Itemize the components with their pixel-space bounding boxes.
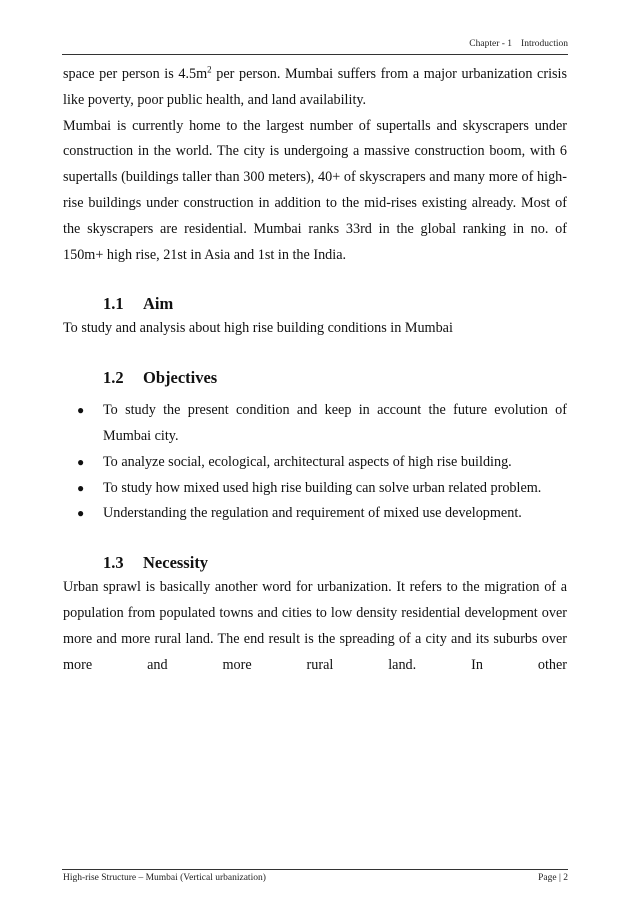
footer-page-number: Page | 2	[538, 873, 568, 883]
list-item	[63, 450, 567, 476]
list-item	[63, 476, 567, 502]
bullet-icon: ●	[77, 403, 85, 418]
objectives-list	[63, 398, 567, 527]
header-title: Introduction	[521, 39, 568, 49]
list-item-text: To study how mixed used high rise building can solve urban related problem.	[103, 479, 542, 496]
footer-document-title: High-rise Structure – Mumbai (Vertical urbanization)	[63, 873, 266, 883]
section-title: Aim	[143, 294, 174, 314]
paragraph-text: space per person is 4.5m	[63, 66, 208, 82]
list-item-text: Understanding the regulation and requirement of mixed use development.	[103, 505, 522, 522]
bullet-icon: ●	[77, 454, 85, 469]
section-heading-objectives	[103, 366, 567, 390]
section-heading-aim	[103, 292, 567, 316]
section-title: Necessity	[143, 553, 209, 573]
section-number: 1.1	[103, 294, 124, 314]
list-item-text: To study the present condition and keep in account the future evolution of Mumbai city.	[103, 402, 567, 444]
section-number: 1.2	[103, 368, 124, 388]
header-chapter: Chapter - 1	[469, 39, 513, 49]
list-item	[63, 501, 567, 527]
bullet-icon: ●	[77, 506, 85, 521]
superscript: 2	[207, 64, 212, 75]
paragraph-text: per person. Mumbai suffers from a major urbanization crisis like poverty, poor public health, and land availability.	[63, 66, 567, 108]
bullet-icon: ●	[77, 480, 85, 495]
page-body	[63, 62, 567, 678]
footer-rule	[62, 869, 568, 870]
paragraph-urbanization	[63, 62, 567, 114]
paragraph-aim: To study and analysis about high rise building conditions in Mumbai	[63, 320, 453, 337]
section-number: 1.3	[103, 553, 124, 573]
section-title: Objectives	[143, 368, 218, 388]
paragraph-necessity: Urban sprawl is basically another word for urbanization. It refers to the migration of a population from populated towns and cities to low density residential development over more and more rural land. The end result is the spreading of a city and its suburbs over more and more rural land. In other	[63, 579, 567, 673]
page-header	[469, 39, 568, 49]
paragraph-skyscrapers: Mumbai is currently home to the largest number of supertalls and skyscrapers under construction in the world. The city is undergoing a massive construction boom, with 6 supertalls (buildings taller than 300 meters), 40+ of skyscrapers and many more of high-rise buildings under construction in addition to the mid-rises existing already. Most of the skyscrapers are residential. Mumbai ranks 33rd in the global ranking in no. of 150m+ high rise, 21st in Asia and 1st in the India.	[63, 117, 567, 263]
section-heading-necessity	[103, 551, 567, 575]
list-item-text: To analyze social, ecological, architectural aspects of high rise building.	[103, 453, 512, 470]
list-item	[63, 398, 567, 450]
header-rule	[62, 54, 568, 55]
